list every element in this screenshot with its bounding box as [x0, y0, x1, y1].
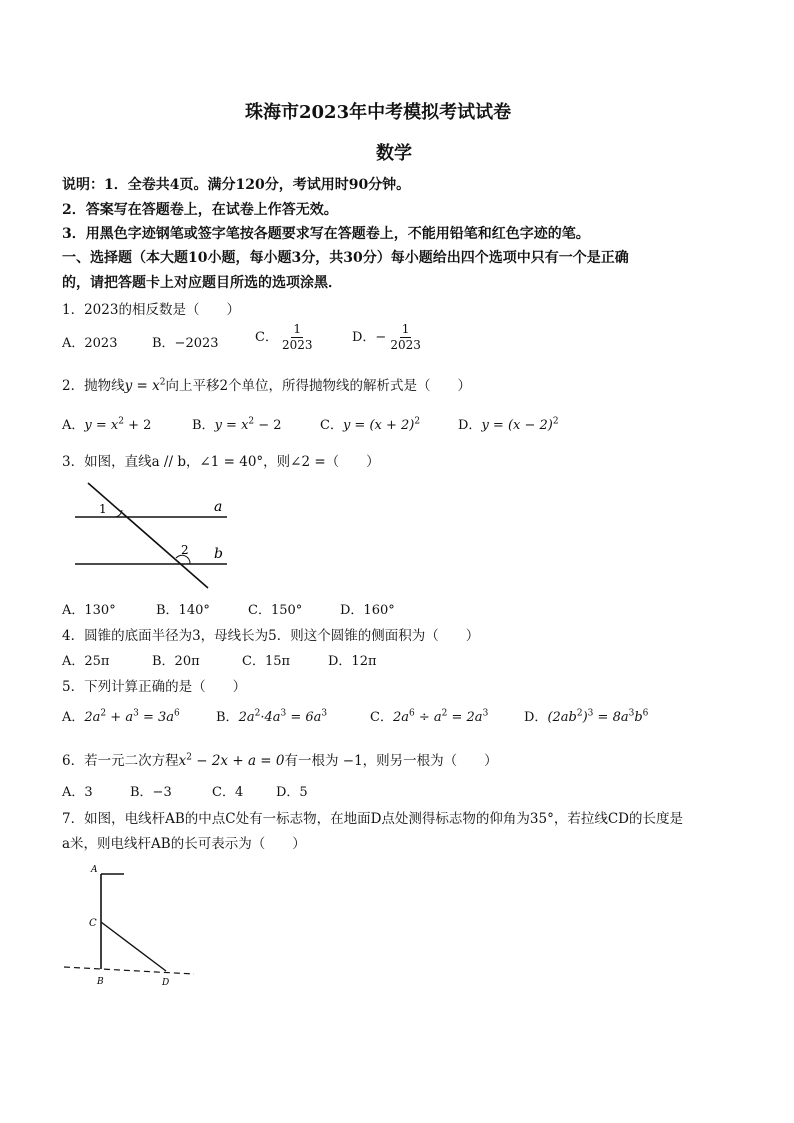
q2-option-a	[62, 414, 151, 433]
q7-label-c: C	[89, 918, 97, 929]
q2-option-d	[458, 414, 559, 433]
q2-b-pre: y = x	[214, 418, 249, 433]
q3-option-c: C．150°	[248, 603, 303, 618]
q1-option-d-fraction	[388, 322, 423, 353]
q5-c-e2: 2	[441, 708, 448, 719]
q1-option-c-fraction	[280, 322, 315, 353]
q2-b-exp: 2	[248, 416, 255, 427]
q3-label-a: a	[214, 499, 223, 515]
q5-d-t1: (2ab	[547, 710, 577, 725]
q2-stem-pre: 2．抛物线	[62, 378, 125, 394]
q2-c-pre: y = (x + 2)	[342, 418, 415, 433]
q5-d-e1: 2	[576, 708, 583, 719]
section-1-heading: 一、选择题（本大题10小题，每小题3分，共30分）每小题给出四个选项中只有一个是正确	[62, 250, 629, 266]
q5-b-t2: ·4a	[260, 710, 281, 725]
q2-stem	[62, 374, 471, 394]
q5-a-e2: 3	[133, 708, 139, 719]
q7-label-a: A	[91, 865, 98, 875]
q6-option-a: A．3	[62, 785, 93, 800]
q3-transversal	[88, 483, 208, 588]
q6-option-c: C．4	[212, 785, 244, 800]
q2-option-c	[320, 414, 420, 433]
note-2: 2．答案写在答题卷上，在试卷上作答无效。	[62, 202, 338, 218]
q3-option-b: B．140°	[156, 603, 210, 618]
q3-label-1: 1	[99, 502, 107, 516]
q7-label-d: D	[162, 978, 170, 988]
q3-label-2: 2	[181, 543, 189, 557]
q2-stem-post: 向上平移2个单位，所得抛物线的解析式是（ ）	[165, 378, 472, 394]
q7-figure	[60, 860, 205, 990]
q2-d-exp: 2	[552, 416, 559, 427]
note-3: 3．用黑色字迹钢笔或签字笔按各题要求写在答题卷上，不能用铅笔和红色字迹的笔。	[62, 226, 590, 242]
q5-b-e3: 3	[321, 708, 328, 719]
q2-b-post: − 2	[254, 418, 282, 433]
q2-option-b	[192, 414, 282, 433]
q5-c-e3: 3	[482, 708, 489, 719]
q5-d-t2: )	[582, 710, 588, 725]
q5-d-t3: = 8a	[593, 710, 629, 725]
q6-stem-eq2: − 2x + a = 0	[191, 753, 285, 769]
q5-d-e3: 3	[628, 708, 635, 719]
subject-title: 数学	[376, 143, 412, 164]
q4-option-a: A．25π	[62, 654, 110, 669]
q6-stem-exp: 2	[186, 752, 192, 763]
q5-option-d	[524, 706, 648, 725]
q5-option-b	[216, 706, 327, 725]
q1-option-d-label: D．−	[352, 330, 387, 345]
q1-option-c-label: C．	[255, 330, 278, 345]
q5-stem: 5．下列计算正确的是（ ）	[62, 679, 247, 695]
q7-ground-line	[64, 967, 194, 974]
q5-c-t3: = 2a	[447, 710, 483, 725]
q5-a-label: A．	[62, 710, 85, 725]
q2-c-exp: 2	[414, 416, 421, 427]
q7-stem-line-1: 7．如图，电线杆AB的中点C处有一标志物，在地面D点处测得标志物的仰角为35°，若拉线CD的长度是	[62, 811, 683, 827]
q5-a-t1: 2a	[84, 710, 101, 725]
q1-c-numerator: 1	[293, 322, 302, 336]
q3-label-b: b	[214, 546, 223, 562]
q6-option-b: B．−3	[130, 785, 172, 800]
q2-d-label: D．	[458, 418, 482, 433]
q3-figure	[70, 478, 240, 593]
q7-stem-line-2: a米，则电线杆AB的长可表示为（ ）	[62, 836, 306, 852]
q5-a-t2: + a	[106, 710, 134, 725]
section-1-heading-cont: 的，请把答题卡上对应题目所选的选项涂黑．	[62, 275, 342, 291]
q5-c-t1: 2a	[392, 710, 409, 725]
q5-b-t3: = 6a	[286, 710, 322, 725]
q1-option-d	[352, 322, 425, 353]
q5-c-label: C．	[370, 710, 393, 725]
q5-d-e2: 3	[587, 708, 594, 719]
q5-b-t1: 2a	[238, 710, 255, 725]
q5-a-e1: 2	[100, 708, 107, 719]
q2-a-exp: 2	[118, 416, 124, 427]
q5-c-t2: ÷ a	[414, 710, 442, 725]
q6-option-d: D．5	[276, 785, 308, 800]
q1-option-b: B．−2023	[152, 336, 219, 351]
q3-stem: 3．如图，直线a // b，∠1 = 40°，则∠2 =（ ）	[62, 454, 380, 470]
q5-d-t4: b	[634, 710, 643, 725]
q3-option-d: D．160°	[340, 603, 395, 618]
q5-d-label: D．	[524, 710, 548, 725]
q2-stem-exp: 2	[159, 377, 166, 388]
q5-a-t3: = 3a	[138, 710, 174, 725]
q5-c-e1: 6	[408, 708, 415, 719]
q2-a-pre: y = x	[84, 418, 119, 433]
q7-wire-cd	[101, 922, 166, 971]
q3-option-a: A．130°	[62, 603, 116, 618]
q2-a-post: + 2	[123, 418, 152, 433]
q5-b-label: B．	[216, 710, 239, 725]
q2-stem-eq: y = x	[124, 378, 160, 394]
q4-option-b: B．20π	[152, 654, 200, 669]
q6-stem-post: 有一根为 −1，则另一根为（ ）	[284, 753, 498, 769]
q2-d-pre: y = (x − 2)	[481, 418, 553, 433]
q4-option-c: C．15π	[242, 654, 291, 669]
note-1: 说明：1．全卷共4页。满分120分，考试用时90分钟。	[62, 177, 411, 193]
q2-a-label: A．	[62, 418, 85, 433]
q7-label-b: B	[97, 977, 104, 987]
q4-stem: 4．圆锥的底面半径为3，母线长为5．则这个圆锥的侧面积为（ ）	[62, 628, 480, 644]
q6-stem-pre: 6．若一元二次方程	[62, 753, 179, 769]
q2-c-label: C．	[320, 418, 343, 433]
page-title: 珠海市2023年中考模拟考试试卷	[245, 102, 512, 123]
q5-b-e2: 3	[280, 708, 287, 719]
q5-option-a	[62, 706, 180, 725]
q1-stem: 1．2023的相反数是（ ）	[62, 302, 240, 318]
q6-stem-eq1: x	[178, 753, 187, 769]
q1-c-denominator: 2023	[281, 338, 313, 352]
q5-b-e1: 2	[254, 708, 261, 719]
q5-a-e3: 6	[174, 708, 180, 719]
q5-option-c	[370, 706, 488, 725]
q1-d-numerator: 1	[401, 322, 410, 336]
q4-option-d: D．12π	[328, 654, 377, 669]
q6-stem	[62, 749, 498, 769]
q1-option-c	[255, 322, 317, 353]
q5-d-e4: 6	[642, 708, 649, 719]
q2-b-label: B．	[192, 418, 215, 433]
q1-d-denominator: 2023	[390, 338, 421, 352]
q1-option-a: A．2023	[62, 336, 118, 351]
